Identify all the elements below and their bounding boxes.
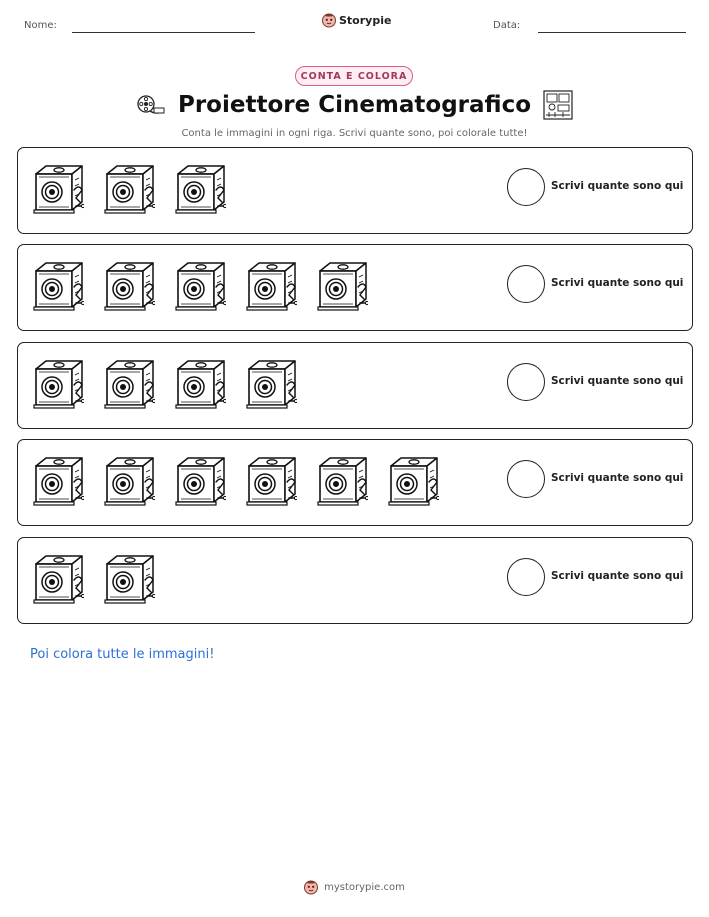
count-row-2 bbox=[17, 244, 693, 331]
title-row bbox=[0, 90, 709, 120]
projector-group bbox=[30, 454, 456, 510]
date-line[interactable] bbox=[538, 32, 686, 33]
film-projector-icon bbox=[314, 454, 368, 510]
answer-label: Scrivi quante sono qui bbox=[551, 375, 684, 387]
film-projector-icon bbox=[30, 357, 84, 413]
film-projector-icon bbox=[101, 454, 155, 510]
film-projector-icon bbox=[101, 259, 155, 315]
count-row-1 bbox=[17, 147, 693, 234]
film-projector-icon bbox=[30, 552, 84, 608]
film-projector-icon bbox=[30, 454, 84, 510]
answer-circle[interactable] bbox=[507, 168, 545, 206]
storypie-mascot-icon bbox=[304, 880, 318, 895]
brand bbox=[322, 13, 391, 28]
footer-note: Poi colora tutte le immagini! bbox=[30, 647, 215, 662]
film-projector-icon bbox=[30, 259, 84, 315]
film-projector-icon bbox=[101, 357, 155, 413]
page-title: Proiettore Cinematografico bbox=[177, 92, 532, 118]
film-projector-icon bbox=[30, 162, 84, 218]
cinema-scene-icon bbox=[543, 90, 573, 120]
projector-group bbox=[30, 162, 243, 218]
film-projector-icon bbox=[243, 454, 297, 510]
projector-group bbox=[30, 357, 314, 413]
film-reel-icon bbox=[136, 93, 166, 117]
answer-label: Scrivi quante sono qui bbox=[551, 570, 684, 582]
name-line[interactable] bbox=[72, 32, 255, 33]
answer-circle[interactable] bbox=[507, 558, 545, 596]
answer-label: Scrivi quante sono qui bbox=[551, 277, 684, 289]
film-projector-icon bbox=[172, 357, 226, 413]
film-projector-icon bbox=[172, 259, 226, 315]
film-projector-icon bbox=[243, 259, 297, 315]
footer bbox=[0, 880, 709, 895]
activity-badge: CONTA E COLORA bbox=[295, 66, 413, 86]
film-projector-icon bbox=[314, 259, 368, 315]
date-label: Data: bbox=[493, 20, 521, 31]
answer-circle[interactable] bbox=[507, 363, 545, 401]
projector-group bbox=[30, 259, 385, 315]
answer-circle[interactable] bbox=[507, 460, 545, 498]
footer-url[interactable]: mystorypie.com bbox=[324, 882, 405, 893]
film-projector-icon bbox=[172, 162, 226, 218]
film-projector-icon bbox=[101, 552, 155, 608]
film-projector-icon bbox=[172, 454, 226, 510]
projector-group bbox=[30, 552, 172, 608]
answer-label: Scrivi quante sono qui bbox=[551, 472, 684, 484]
film-projector-icon bbox=[385, 454, 439, 510]
name-label: Nome: bbox=[24, 20, 57, 31]
count-row-3 bbox=[17, 342, 693, 429]
answer-label: Scrivi quante sono qui bbox=[551, 180, 684, 192]
count-row-4 bbox=[17, 439, 693, 526]
count-row-5 bbox=[17, 537, 693, 624]
storypie-mascot-icon bbox=[322, 13, 336, 28]
film-projector-icon bbox=[101, 162, 155, 218]
brand-name: Storypie bbox=[339, 14, 392, 27]
instructions: Conta le immagini in ogni riga. Scrivi quante sono, poi colorale tutte! bbox=[181, 128, 528, 139]
answer-circle[interactable] bbox=[507, 265, 545, 303]
film-projector-icon bbox=[243, 357, 297, 413]
